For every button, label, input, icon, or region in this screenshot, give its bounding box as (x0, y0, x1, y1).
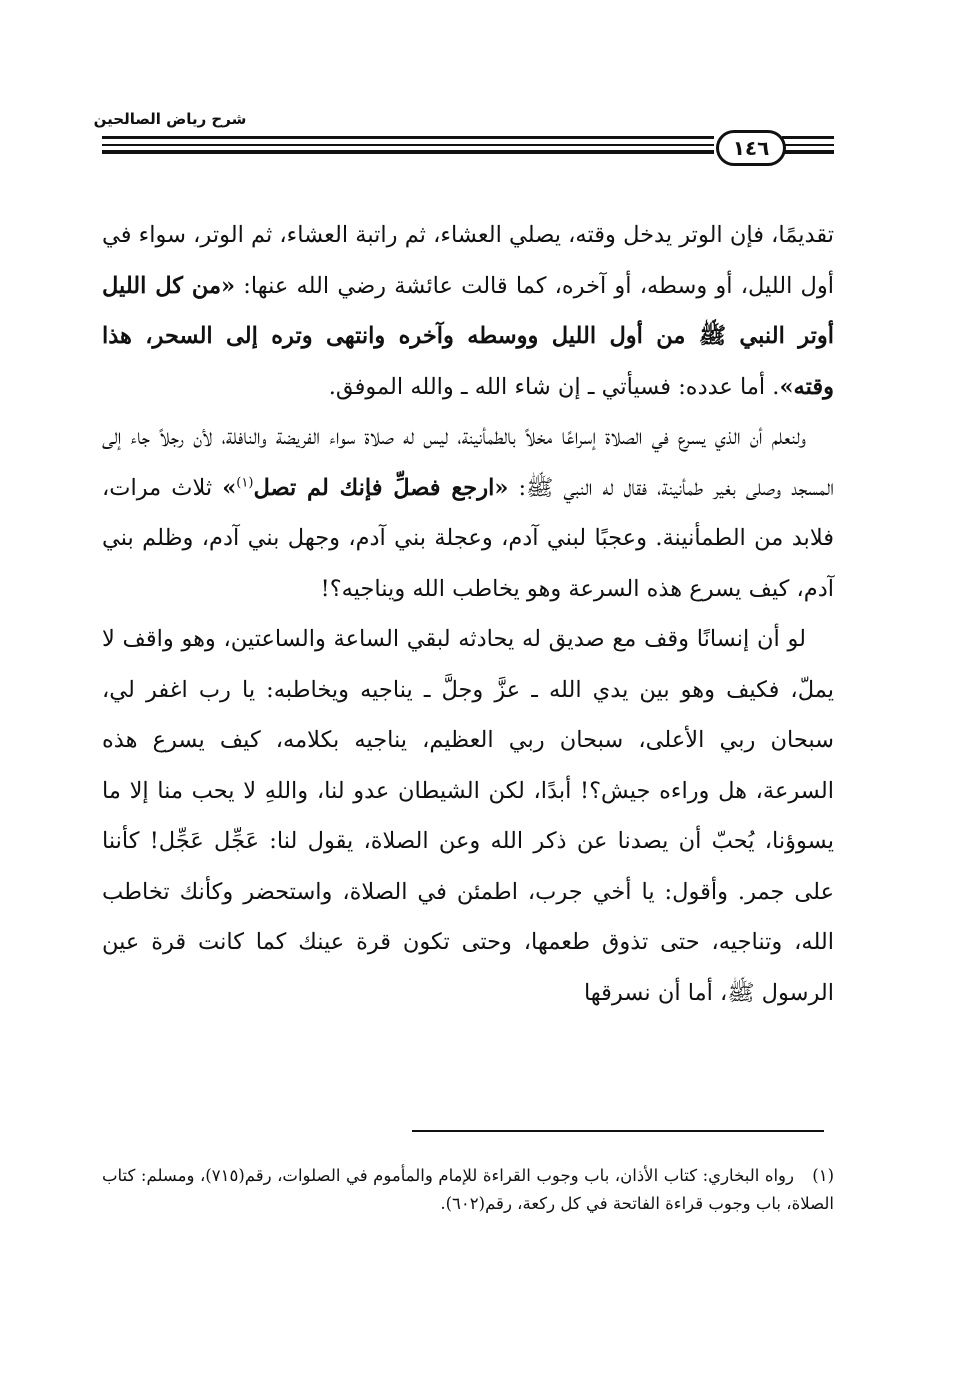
footnote-text: رواه البخاري: كتاب الأذان، باب وجوب القراءة للإمام والمأموم في الصلوات، رقم(٧١٥)، ومسلم: كتاب الصلاة، باب وجوب قراءة الفاتحة في كل ركعة، رقم(٦٠٢). (102, 1166, 834, 1213)
paragraph-2-lead: ولنعلم أن الذي يسرع في الصلاة إسراعًا مخلاً بالطمأنينة، ليس له صلاة سواء الفريضة والنافلة، لأن رجلاً جاء إلى المسجد وصلى بغير طمأنينة، فقال له النبي ﷺ: (102, 424, 835, 501)
footnote-number: (١) (812, 1166, 834, 1185)
hadith-quote-aisha: «من كل الليل أوتر النبي ﷺ من أول الليل ووسطه وآخره وانتهى وتره إلى السحر، هذا وقته» (102, 272, 834, 400)
paragraph-2-tail: ثلاث مرات، فلابد من الطمأنينة. وعجبًا لبني آدم، وعجلة بني آدم، وجهل بني آدم، وظلم بني آدم، كيف يسرع هذه السرعة وهو يخاطب الله ويناجيه؟! (102, 474, 834, 602)
header-rule-bottom (102, 150, 714, 154)
paragraph-1-lead: تقديمًا، فإن الوتر يدخل وقته، يصلي العشاء، ثم راتبة العشاء، ثم الوتر، سواء في أول الليل، أو وسطه، أو آخره، كما قالت عائشة رضي الله عنها: (102, 222, 834, 299)
paragraph-1 (102, 210, 834, 412)
paragraph-2 (102, 412, 834, 614)
main-text (102, 210, 834, 1018)
paragraph-1-tail: . أما عدده: فسيأتي ـ إن شاء الله ـ والله الموفق. (328, 373, 780, 400)
header-rule-top (102, 136, 714, 139)
header-rule-right-middle (782, 144, 834, 146)
header-rule-right-bottom (782, 150, 834, 154)
running-title: شرح رياض الصالحين (93, 110, 247, 128)
footnote-separator (412, 1130, 824, 1132)
footnote (102, 1162, 834, 1217)
header-rule-right-top (782, 136, 834, 139)
header-rule-middle (102, 144, 714, 146)
hadith-quote-close: » (222, 474, 237, 501)
hadith-quote-prayer: «ارجع فصلِّ فإنك لم تصل (253, 474, 509, 501)
paragraph-3: لو أن إنسانًا وقف مع صديق له يحادثه لبقي الساعة والساعتين، وهو واقف لا يملّ، فكيف وهو بين يدي الله ـ عزَّ وجلَّ ـ يناجيه ويخاطبه: يا رب اغفر لي، سبحان ربي الأعلى، سبحان ربي العظيم، يناجيه بكلامه، كيف يسرع هذه السرعة، هل وراءه جيش؟! أبدًا، لكن الشيطان عدو لنا، واللهِ لا يحب منا إلا ما يسوؤنا، يُحبّ أن يصدنا عن ذكر الله وعن الصلاة، يقول لنا: عَجِّل عَجِّل! كأننا على جمر. وأقول: يا أخي جرب، اطمئن في الصلاة، واستحضر وكأنك تخاطب الله، وتناجيه، حتى تذوق طعمها، وحتى تكون قرة عينك كما كانت قرة عين الرسول ﷺ، أما أن نسرقها (102, 626, 834, 1006)
page-number: ١٤٦ (716, 130, 786, 166)
footnote-reference[interactable]: (١) (236, 475, 254, 490)
